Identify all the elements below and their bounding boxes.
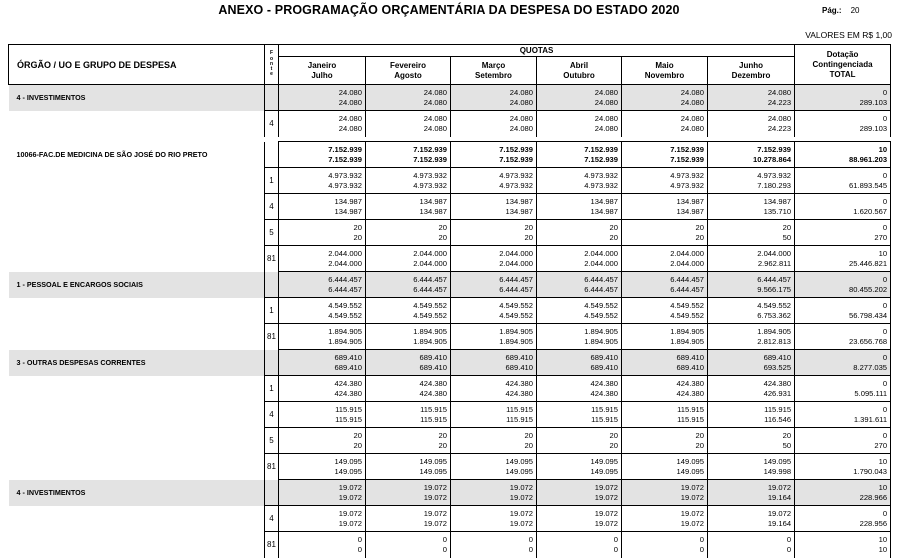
quota-cell: 149.095 149.095 [537, 454, 622, 480]
total-cell: 0 5.095.111 [795, 376, 891, 402]
quota-cell: 115.915 115.915 [622, 402, 708, 428]
page-label: Pág.: [822, 6, 842, 15]
fonte-row [9, 376, 891, 402]
row-label [9, 168, 265, 194]
fonte-row [9, 454, 891, 480]
quota-cell: 0 0 [451, 532, 537, 558]
quota-cell: 20 20 [537, 220, 622, 246]
quota-cell: 689.410 693.525 [708, 350, 795, 376]
quota-cell: 6.444.457 6.444.457 [622, 272, 708, 298]
quota-cell: 20 20 [537, 428, 622, 454]
quota-cell: 424.380 424.380 [279, 376, 366, 402]
total-cell: 0 1.391.611 [795, 402, 891, 428]
fonte-cell [265, 142, 279, 168]
quota-cell: 20 50 [708, 428, 795, 454]
quota-cell: 24.080 24.080 [279, 85, 366, 111]
quota-cell: 424.380 426.931 [708, 376, 795, 402]
quota-cell: 7.152.939 10.278.864 [708, 142, 795, 168]
quota-cell: 2.044.000 2.044.000 [451, 246, 537, 272]
row-label [9, 376, 265, 402]
quota-cell: 19.072 19.072 [366, 506, 451, 532]
budget-table [8, 44, 891, 558]
quota-cell: 115.915 115.915 [366, 402, 451, 428]
quota-cell: 4.549.552 6.753.362 [708, 298, 795, 324]
quota-cell: 424.380 424.380 [537, 376, 622, 402]
quota-cell: 19.072 19.072 [622, 506, 708, 532]
row-label [9, 246, 265, 272]
quota-cell: 4.549.552 4.549.552 [366, 298, 451, 324]
total-cell: 10 1.790.043 [795, 454, 891, 480]
row-label [9, 454, 265, 480]
total-cell: 0 270 [795, 428, 891, 454]
total-cell: 10 25.446.821 [795, 246, 891, 272]
fonte-cell: 1 [265, 168, 279, 194]
quota-cell: 689.410 689.410 [451, 350, 537, 376]
fonte-row [9, 298, 891, 324]
quota-cell: 1.894.905 1.894.905 [366, 324, 451, 350]
quota-cell: 6.444.457 6.444.457 [279, 272, 366, 298]
quota-cell: 24.080 24.080 [366, 111, 451, 137]
row-label: 4 - INVESTIMENTOS [9, 85, 265, 111]
fonte-row [9, 168, 891, 194]
quota-cell: 4.973.932 4.973.932 [537, 168, 622, 194]
row-label [9, 506, 265, 532]
quota-cell: 19.072 19.072 [537, 506, 622, 532]
quota-cell: 24.080 24.080 [366, 85, 451, 111]
quota-cell: 4.549.552 4.549.552 [279, 298, 366, 324]
currency-note: VALORES EM R$ 1,00 [805, 30, 892, 40]
quota-cell: 149.095 149.095 [366, 454, 451, 480]
fonte-row [9, 532, 891, 558]
quota-cell: 20 20 [279, 428, 366, 454]
quota-cell: 19.072 19.072 [366, 480, 451, 506]
fonte-cell: 5 [265, 428, 279, 454]
fonte-cell: 81 [265, 454, 279, 480]
quota-cell: 424.380 424.380 [451, 376, 537, 402]
fonte-cell: 4 [265, 506, 279, 532]
fonte-cell: 4 [265, 402, 279, 428]
quota-cell: 134.987 134.987 [537, 194, 622, 220]
quota-cell: 24.080 24.223 [708, 111, 795, 137]
quota-cell: 20 20 [622, 428, 708, 454]
fonte-cell: 1 [265, 298, 279, 324]
row-label [9, 532, 265, 558]
quota-cell: 4.973.932 7.180.293 [708, 168, 795, 194]
total-cell: 0 80.455.202 [795, 272, 891, 298]
fonte-cell: 81 [265, 324, 279, 350]
quota-cell: 7.152.939 7.152.939 [451, 142, 537, 168]
quota-cell: 4.973.932 4.973.932 [279, 168, 366, 194]
quota-cell: 115.915 115.915 [537, 402, 622, 428]
fonte-cell: 5 [265, 220, 279, 246]
quota-cell: 424.380 424.380 [366, 376, 451, 402]
row-label [9, 220, 265, 246]
row-label: 1 - PESSOAL E ENCARGOS SOCIAIS [9, 272, 265, 298]
orgao-header: ÓRGÃO / UO E GRUPO DE DESPESA [9, 45, 265, 85]
quota-cell: 4.549.552 4.549.552 [537, 298, 622, 324]
fonte-cell: 4 [265, 194, 279, 220]
quota-cell: 0 0 [622, 532, 708, 558]
fonte-header: F o n t e [265, 45, 279, 85]
fonte-row [9, 506, 891, 532]
quota-cell: 19.072 19.164 [708, 480, 795, 506]
quota-cell: 20 20 [366, 428, 451, 454]
quota-cell: 24.080 24.080 [537, 111, 622, 137]
quota-cell: 689.410 689.410 [622, 350, 708, 376]
row-label: 4 - INVESTIMENTOS [9, 480, 265, 506]
quota-cell: 6.444.457 6.444.457 [451, 272, 537, 298]
fonte-row [9, 111, 891, 137]
quota-cell: 1.894.905 1.894.905 [451, 324, 537, 350]
quota-cell: 19.072 19.072 [279, 506, 366, 532]
quota-cell: 115.915 115.915 [279, 402, 366, 428]
total-cell: 0 270 [795, 220, 891, 246]
fonte-row [9, 428, 891, 454]
quota-cell: 20 20 [451, 220, 537, 246]
quota-cell: 1.894.905 1.894.905 [622, 324, 708, 350]
fonte-row [9, 402, 891, 428]
quota-cell: 19.072 19.072 [279, 480, 366, 506]
quota-cell: 2.044.000 2.044.000 [622, 246, 708, 272]
quota-cell: 20 50 [708, 220, 795, 246]
month-header: Março Setembro [451, 57, 537, 85]
quota-cell: 19.072 19.164 [708, 506, 795, 532]
row-label: 3 - OUTRAS DESPESAS CORRENTES [9, 350, 265, 376]
group-row [9, 272, 891, 298]
quota-cell: 24.080 24.080 [537, 85, 622, 111]
quota-cell: 7.152.939 7.152.939 [537, 142, 622, 168]
quota-cell: 1.894.905 1.894.905 [537, 324, 622, 350]
total-cell: 10 88.961.203 [795, 142, 891, 168]
total-cell: 0 289.103 [795, 85, 891, 111]
quota-cell: 6.444.457 6.444.457 [537, 272, 622, 298]
quota-cell: 20 20 [366, 220, 451, 246]
quota-cell: 1.894.905 1.894.905 [279, 324, 366, 350]
quota-cell: 4.549.552 4.549.552 [622, 298, 708, 324]
quota-cell: 689.410 689.410 [537, 350, 622, 376]
quota-cell: 6.444.457 6.444.457 [366, 272, 451, 298]
quota-cell: 20 20 [622, 220, 708, 246]
quota-cell: 149.095 149.095 [622, 454, 708, 480]
fonte-cell: 1 [265, 376, 279, 402]
quota-cell: 424.380 424.380 [622, 376, 708, 402]
quota-cell: 134.987 134.987 [622, 194, 708, 220]
quota-cell: 0 0 [708, 532, 795, 558]
report-title: ANEXO - PROGRAMAÇÃO ORÇAMENTÁRIA DA DESPESA DO ESTADO 2020 [218, 3, 680, 17]
group-row [9, 85, 891, 111]
quota-cell: 24.080 24.080 [451, 111, 537, 137]
quota-cell: 134.987 134.987 [451, 194, 537, 220]
group-row [9, 350, 891, 376]
fonte-cell: 81 [265, 532, 279, 558]
quota-cell: 134.987 135.710 [708, 194, 795, 220]
group-row [9, 480, 891, 506]
quota-cell: 19.072 19.072 [451, 506, 537, 532]
row-label [9, 324, 265, 350]
quota-cell: 19.072 19.072 [451, 480, 537, 506]
month-header: Junho Dezembro [708, 57, 795, 85]
quota-cell: 19.072 19.072 [537, 480, 622, 506]
quota-cell: 24.080 24.080 [279, 111, 366, 137]
fonte-cell [265, 85, 279, 111]
fonte-cell [265, 480, 279, 506]
page-number: 20 [850, 6, 860, 15]
month-header: Fevereiro Agosto [366, 57, 451, 85]
month-header: Maio Novembro [622, 57, 708, 85]
total-cell: 0 1.620.567 [795, 194, 891, 220]
quota-cell: 149.095 149.095 [279, 454, 366, 480]
quota-cell: 2.044.000 2.044.000 [279, 246, 366, 272]
quota-cell: 7.152.939 7.152.939 [622, 142, 708, 168]
row-label [9, 111, 265, 137]
dotacao-header: Dotação Contingenciada TOTAL [795, 45, 891, 85]
quota-cell: 115.915 116.546 [708, 402, 795, 428]
quota-cell: 1.894.905 2.812.813 [708, 324, 795, 350]
quota-cell: 0 0 [279, 532, 366, 558]
total-cell: 0 8.277.035 [795, 350, 891, 376]
quotas-header: QUOTAS [279, 45, 795, 57]
fonte-row [9, 324, 891, 350]
total-cell: 0 23.656.768 [795, 324, 891, 350]
quota-cell: 2.044.000 2.044.000 [366, 246, 451, 272]
quota-cell: 134.987 134.987 [279, 194, 366, 220]
quota-cell: 689.410 689.410 [279, 350, 366, 376]
month-header: Abril Outubro [537, 57, 622, 85]
quota-cell: 19.072 19.072 [622, 480, 708, 506]
month-header: Janeiro Julho [279, 57, 366, 85]
quota-cell: 4.973.932 4.973.932 [451, 168, 537, 194]
quota-cell: 2.044.000 2.962.811 [708, 246, 795, 272]
total-cell: 10 10 [795, 532, 891, 558]
quota-cell: 4.973.932 4.973.932 [622, 168, 708, 194]
quota-cell: 4.549.552 4.549.552 [451, 298, 537, 324]
quota-cell: 2.044.000 2.044.000 [537, 246, 622, 272]
quota-cell: 115.915 115.915 [451, 402, 537, 428]
quota-cell: 24.080 24.080 [622, 111, 708, 137]
row-label [9, 402, 265, 428]
fonte-row [9, 246, 891, 272]
total-cell: 10 228.966 [795, 480, 891, 506]
quota-cell: 20 20 [451, 428, 537, 454]
quota-cell: 134.987 134.987 [366, 194, 451, 220]
quota-cell: 0 0 [537, 532, 622, 558]
quota-cell: 0 0 [366, 532, 451, 558]
page-indicator [822, 6, 859, 15]
total-cell: 0 289.103 [795, 111, 891, 137]
fonte-row [9, 220, 891, 246]
quota-cell: 7.152.939 7.152.939 [279, 142, 366, 168]
row-label: 10066-FAC.DE MEDICINA DE SÃO JOSÉ DO RIO PRETO [9, 142, 265, 168]
quota-cell: 689.410 689.410 [366, 350, 451, 376]
quota-cell: 24.080 24.223 [708, 85, 795, 111]
fonte-cell [265, 272, 279, 298]
fonte-row [9, 194, 891, 220]
total-cell: 0 228.956 [795, 506, 891, 532]
quota-cell: 24.080 24.080 [622, 85, 708, 111]
quota-cell: 20 20 [279, 220, 366, 246]
quota-cell: 149.095 149.998 [708, 454, 795, 480]
total-cell: 0 61.893.545 [795, 168, 891, 194]
quota-cell: 6.444.457 9.566.175 [708, 272, 795, 298]
quota-cell: 7.152.939 7.152.939 [366, 142, 451, 168]
total-cell: 0 56.798.434 [795, 298, 891, 324]
fonte-cell: 81 [265, 246, 279, 272]
group-row [9, 142, 891, 168]
fonte-cell [265, 350, 279, 376]
quota-cell: 24.080 24.080 [451, 85, 537, 111]
row-label [9, 428, 265, 454]
quota-cell: 149.095 149.095 [451, 454, 537, 480]
row-label [9, 298, 265, 324]
quota-cell: 4.973.932 4.973.932 [366, 168, 451, 194]
row-label [9, 194, 265, 220]
fonte-cell: 4 [265, 111, 279, 137]
